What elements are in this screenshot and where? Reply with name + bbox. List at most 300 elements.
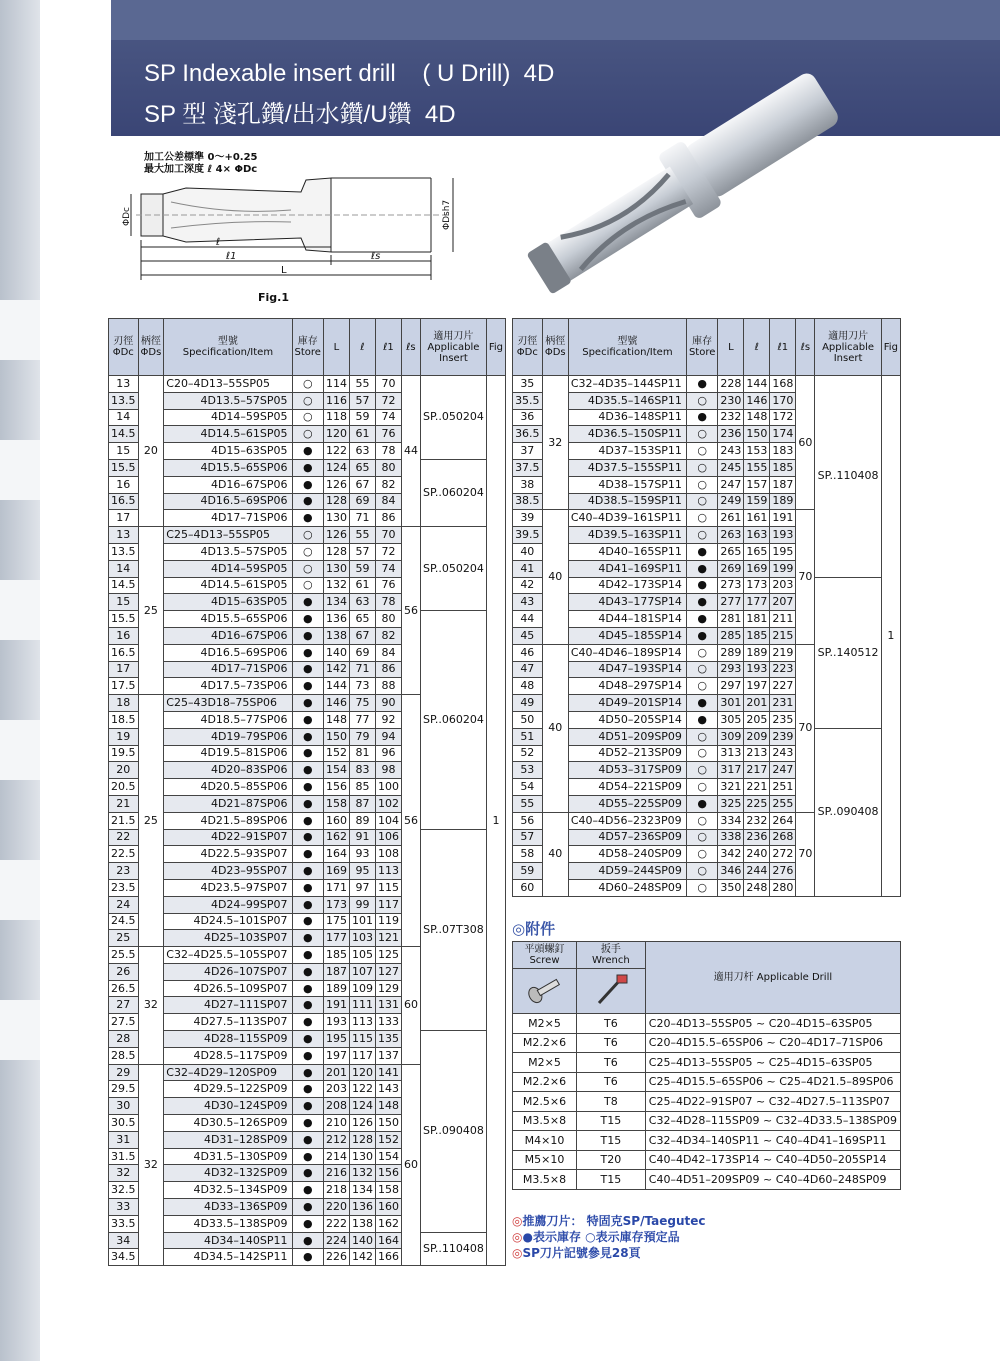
item-spec: 4D18.5–77SP06 — [164, 711, 292, 728]
stock-mark: ● — [686, 695, 717, 712]
cutting-diameter: 30 — [109, 1098, 139, 1115]
banner-top-band — [111, 0, 1000, 40]
shank-diameter: 25 — [138, 527, 164, 695]
length-L: 338 — [718, 829, 744, 846]
cutting-diameter: 59 — [513, 863, 543, 880]
length-L: 230 — [718, 392, 744, 409]
length-L: 142 — [323, 661, 349, 678]
accessory-row — [513, 1111, 901, 1131]
cutting-diameter: 49 — [513, 695, 543, 712]
length-l1: 115 — [375, 879, 401, 896]
length-l1: 96 — [375, 745, 401, 762]
cutting-diameter: 39 — [513, 510, 543, 527]
cutting-diameter: 15.5 — [109, 459, 139, 476]
stock-mark: ○ — [686, 846, 717, 863]
item-spec: 4D34.5–142SP11 — [164, 1249, 292, 1266]
cutting-diameter: 45 — [513, 627, 543, 644]
item-spec: 4D38.5–159SP11 — [568, 493, 686, 510]
length-l: 69 — [349, 493, 375, 510]
cutting-diameter: 50 — [513, 711, 543, 728]
stock-mark: ● — [292, 1014, 323, 1031]
shank-diameter: 40 — [542, 644, 568, 812]
cutting-diameter: 17 — [109, 510, 139, 527]
stock-mark: ○ — [686, 392, 717, 409]
col-head-ds: 柄徑 ΦDs — [138, 319, 164, 376]
length-l1: 125 — [375, 947, 401, 964]
col-head-dc: 刃徑 ΦDc — [109, 319, 139, 376]
item-spec: 4D42–173SP14 — [568, 577, 686, 594]
stock-mark: ● — [292, 997, 323, 1014]
drill-dimension-diagram — [122, 170, 471, 290]
stock-mark: ● — [292, 1131, 323, 1148]
item-spec: 4D47–193SP14 — [568, 661, 686, 678]
stock-mark: ● — [686, 627, 717, 644]
stock-mark: ● — [292, 896, 323, 913]
cutting-diameter: 31.5 — [109, 1148, 139, 1165]
cutting-diameter: 36.5 — [513, 426, 543, 443]
item-spec: 4D16–67SP06 — [164, 476, 292, 493]
length-L: 171 — [323, 879, 349, 896]
length-L: 212 — [323, 1131, 349, 1148]
figure-caption: Fig.1 — [258, 291, 289, 304]
length-L: 162 — [323, 829, 349, 846]
item-spec: 4D37.5–155SP11 — [568, 459, 686, 476]
acc-head-wrench: 扳手 Wrench — [576, 942, 645, 969]
cutting-diameter: 23 — [109, 863, 139, 880]
item-spec: 4D43–177SP14 — [568, 594, 686, 611]
length-L: 277 — [718, 594, 744, 611]
item-spec: 4D33–136SP09 — [164, 1199, 292, 1216]
length-L: 342 — [718, 846, 744, 863]
stock-mark: ● — [686, 376, 717, 393]
item-spec: 4D15–63SP05 — [164, 594, 292, 611]
item-spec: C40–4D46–189SP14 — [568, 644, 686, 661]
stock-mark: ● — [292, 913, 323, 930]
length-l: 205 — [744, 711, 770, 728]
length-L: 203 — [323, 1081, 349, 1098]
cutting-diameter: 24 — [109, 896, 139, 913]
stock-mark: ● — [292, 779, 323, 796]
length-L: 124 — [323, 459, 349, 476]
accessory-row — [513, 1150, 901, 1170]
stock-mark: ● — [292, 476, 323, 493]
length-l1: 203 — [770, 577, 796, 594]
length-L: 128 — [323, 543, 349, 560]
length-l: 61 — [349, 426, 375, 443]
screw-picture-cell — [513, 969, 577, 1014]
length-L: 150 — [323, 728, 349, 745]
length-l1: 223 — [770, 661, 796, 678]
length-l1: 193 — [770, 527, 796, 544]
length-l1: 150 — [375, 1115, 401, 1132]
cutting-diameter: 25.5 — [109, 947, 139, 964]
col-head-fig: Fig — [881, 319, 900, 376]
length-L: 134 — [323, 594, 349, 611]
item-spec: 4D48–297SP14 — [568, 678, 686, 695]
item-spec: 4D44–181SP14 — [568, 611, 686, 628]
cutting-diameter: 55 — [513, 795, 543, 812]
cutting-diameter: 29.5 — [109, 1081, 139, 1098]
length-L: 309 — [718, 728, 744, 745]
length-l1: 74 — [375, 409, 401, 426]
cutting-diameter: 60 — [513, 879, 543, 896]
length-l1: 199 — [770, 560, 796, 577]
figure-ref: 1 — [881, 376, 900, 897]
stock-mark: ○ — [686, 678, 717, 695]
length-l: 201 — [744, 695, 770, 712]
stock-mark: ● — [292, 812, 323, 829]
length-l1: 143 — [375, 1081, 401, 1098]
item-spec: 4D15.5–65SP06 — [164, 611, 292, 628]
cutting-diameter: 21 — [109, 795, 139, 812]
applicable-drill-range: C25–4D13–55SP05 ~ C25–4D15–63SP05 — [645, 1053, 900, 1073]
stock-mark: ● — [686, 611, 717, 628]
notes-block — [512, 1213, 705, 1261]
length-l: 93 — [349, 846, 375, 863]
shank-diameter: 20 — [138, 376, 164, 527]
cutting-diameter: 53 — [513, 762, 543, 779]
note-line — [512, 1229, 705, 1245]
wrench-size: T15 — [576, 1131, 645, 1151]
wrench-icon — [591, 973, 631, 1007]
length-L: 334 — [718, 812, 744, 829]
length-l1: 98 — [375, 762, 401, 779]
length-l: 173 — [744, 577, 770, 594]
length-L: 146 — [323, 695, 349, 712]
length-l1: 80 — [375, 459, 401, 476]
item-spec: 4D19–79SP06 — [164, 728, 292, 745]
stock-mark: ○ — [292, 527, 323, 544]
table-row — [513, 577, 901, 594]
length-l: 103 — [349, 930, 375, 947]
accessory-row — [513, 1014, 901, 1034]
stock-mark: ● — [292, 846, 323, 863]
item-spec: 4D27–111SP07 — [164, 997, 292, 1014]
applicable-insert: SP..050204 — [420, 376, 486, 460]
length-l1: 162 — [375, 1215, 401, 1232]
length-L: 126 — [323, 527, 349, 544]
length-L: 191 — [323, 997, 349, 1014]
length-l1: 211 — [770, 611, 796, 628]
length-ls: 60 — [401, 947, 420, 1065]
length-L: 247 — [718, 476, 744, 493]
cutting-diameter: 25 — [109, 930, 139, 947]
table-row — [109, 527, 506, 544]
item-spec: 4D22–91SP07 — [164, 829, 292, 846]
length-l: 79 — [349, 728, 375, 745]
cutting-diameter: 48 — [513, 678, 543, 695]
length-l: 150 — [744, 426, 770, 443]
side-band-block — [0, 440, 40, 500]
length-L: 177 — [323, 930, 349, 947]
length-l: 75 — [349, 695, 375, 712]
length-l1: 174 — [770, 426, 796, 443]
length-l1: 227 — [770, 678, 796, 695]
length-l1: 158 — [375, 1182, 401, 1199]
col-head-store: 庫存 Store — [686, 319, 717, 376]
cutting-diameter: 46 — [513, 644, 543, 661]
length-l: 59 — [349, 560, 375, 577]
cutting-diameter: 52 — [513, 745, 543, 762]
length-l1: 276 — [770, 863, 796, 880]
cutting-diameter: 16 — [109, 476, 139, 493]
item-spec: 4D30–124SP09 — [164, 1098, 292, 1115]
length-l1: 94 — [375, 728, 401, 745]
length-l: 77 — [349, 711, 375, 728]
length-l1: 72 — [375, 543, 401, 560]
length-L: 122 — [323, 443, 349, 460]
length-L: 285 — [718, 627, 744, 644]
item-spec: 4D20–83SP06 — [164, 762, 292, 779]
length-l1: 154 — [375, 1148, 401, 1165]
length-l: 155 — [744, 459, 770, 476]
length-l1: 102 — [375, 795, 401, 812]
length-l: 244 — [744, 863, 770, 880]
length-l1: 243 — [770, 745, 796, 762]
stock-mark: ○ — [686, 644, 717, 661]
cutting-diameter: 41 — [513, 560, 543, 577]
stock-mark: ○ — [292, 577, 323, 594]
item-spec: C40–4D56–2323P09 — [568, 812, 686, 829]
item-spec: 4D50–205SP14 — [568, 711, 686, 728]
item-spec: 4D24–99SP07 — [164, 896, 292, 913]
length-l1: 172 — [770, 409, 796, 426]
applicable-insert: SP..090408 — [420, 1031, 486, 1233]
l1-label: ℓ1 — [226, 251, 237, 262]
table-row — [513, 376, 901, 393]
stock-mark: ○ — [292, 426, 323, 443]
length-ls: 60 — [796, 376, 815, 510]
length-l: 177 — [744, 594, 770, 611]
length-l: 213 — [744, 745, 770, 762]
screw-size: M2×5 — [513, 1014, 577, 1034]
side-band-block — [0, 860, 40, 920]
cutting-diameter: 58 — [513, 846, 543, 863]
cutting-diameter: 27.5 — [109, 1014, 139, 1031]
item-spec: 4D41–169SP11 — [568, 560, 686, 577]
length-l: 153 — [744, 443, 770, 460]
item-spec: 4D52–213SP09 — [568, 745, 686, 762]
item-spec: C32–4D29–120SP09 — [164, 1064, 292, 1081]
stock-mark: ● — [292, 594, 323, 611]
length-L: 208 — [323, 1098, 349, 1115]
length-l: 161 — [744, 510, 770, 527]
length-l1: 215 — [770, 627, 796, 644]
item-spec: 4D36–148SP11 — [568, 409, 686, 426]
length-l: 221 — [744, 779, 770, 796]
item-spec: 4D23–95SP07 — [164, 863, 292, 880]
cutting-diameter: 32.5 — [109, 1182, 139, 1199]
length-l1: 117 — [375, 896, 401, 913]
col-head-dc: 刃徑 ΦDc — [513, 319, 543, 376]
length-L: 193 — [323, 1014, 349, 1031]
acc-head-drill: 適用刀杆 Applicable Drill — [645, 942, 900, 1014]
length-l1: 74 — [375, 560, 401, 577]
cutting-diameter: 24.5 — [109, 913, 139, 930]
length-l1: 160 — [375, 1199, 401, 1216]
length-l: 126 — [349, 1115, 375, 1132]
item-spec: C32–4D25.5–105SP07 — [164, 947, 292, 964]
stock-mark: ○ — [686, 493, 717, 510]
item-spec: 4D29.5–122SP09 — [164, 1081, 292, 1098]
length-l: 117 — [349, 1047, 375, 1064]
length-l1: 231 — [770, 695, 796, 712]
stock-mark: ● — [686, 560, 717, 577]
length-l1: 195 — [770, 543, 796, 560]
length-l1: 148 — [375, 1098, 401, 1115]
stock-mark: ● — [686, 543, 717, 560]
length-l: 109 — [349, 980, 375, 997]
note-bullet-icon: ◎ — [512, 1214, 523, 1228]
stock-mark: ○ — [686, 459, 717, 476]
cutting-diameter: 28 — [109, 1031, 139, 1048]
length-l: 189 — [744, 644, 770, 661]
length-l: 67 — [349, 627, 375, 644]
item-spec: 4D32.5–134SP09 — [164, 1182, 292, 1199]
length-l: 240 — [744, 846, 770, 863]
item-spec: 4D49–201SP14 — [568, 695, 686, 712]
length-L: 265 — [718, 543, 744, 560]
item-spec: C20–4D13–55SP05 — [164, 376, 292, 393]
length-L: 156 — [323, 779, 349, 796]
col-head-insert: 適用刀片 Applicable Insert — [815, 319, 881, 376]
length-l: 132 — [349, 1165, 375, 1182]
stock-mark: ● — [292, 879, 323, 896]
length-l: 144 — [744, 376, 770, 393]
stock-mark: ● — [292, 829, 323, 846]
stock-mark: ● — [292, 795, 323, 812]
length-L: 201 — [323, 1064, 349, 1081]
item-spec: 4D38–157SP11 — [568, 476, 686, 493]
applicable-insert: SP..07T308 — [420, 829, 486, 1031]
table-row — [109, 376, 506, 393]
col-head-fig: Fig — [486, 319, 505, 376]
col-head-ls: ℓs — [796, 319, 815, 376]
length-l1: 86 — [375, 661, 401, 678]
cutting-diameter: 22 — [109, 829, 139, 846]
stock-mark: ○ — [686, 443, 717, 460]
length-L: 160 — [323, 812, 349, 829]
length-l: 61 — [349, 577, 375, 594]
cutting-diameter: 26.5 — [109, 980, 139, 997]
cutting-diameter: 20 — [109, 762, 139, 779]
side-band-block — [0, 580, 40, 640]
item-spec: 4D34–140SP11 — [164, 1232, 292, 1249]
length-L: 305 — [718, 711, 744, 728]
length-l: 157 — [744, 476, 770, 493]
table-row — [109, 611, 506, 628]
length-l1: 119 — [375, 913, 401, 930]
length-L: 128 — [323, 493, 349, 510]
length-l: 111 — [349, 997, 375, 1014]
col-head-l: ℓ — [744, 319, 770, 376]
cutting-diameter: 37 — [513, 443, 543, 460]
length-l1: 84 — [375, 644, 401, 661]
length-l: 57 — [349, 392, 375, 409]
applicable-drill-range: C40–4D42–173SP14 ~ C40–4D50–205SP14 — [645, 1150, 900, 1170]
figure-ref: 1 — [486, 376, 505, 1266]
length-l1: 272 — [770, 846, 796, 863]
length-l: 89 — [349, 812, 375, 829]
cutting-diameter: 27 — [109, 997, 139, 1014]
length-l1: 72 — [375, 392, 401, 409]
length-L: 321 — [718, 779, 744, 796]
note-text: SP刀片記號參見28頁 — [522, 1246, 641, 1260]
stock-mark: ● — [292, 510, 323, 527]
length-l: 236 — [744, 829, 770, 846]
note-line — [512, 1213, 705, 1229]
stock-mark: ○ — [686, 426, 717, 443]
note-text: ●表示庫存 ○表示庫存預定品 — [522, 1230, 680, 1244]
length-l: 107 — [349, 963, 375, 980]
item-spec: 4D14.5–61SP05 — [164, 577, 292, 594]
cutting-diameter: 35.5 — [513, 392, 543, 409]
stock-mark: ● — [292, 711, 323, 728]
item-spec: 4D39.5–163SP11 — [568, 527, 686, 544]
cutting-diameter: 23.5 — [109, 879, 139, 896]
item-spec: 4D54–221SP09 — [568, 779, 686, 796]
item-spec: 4D17.5–73SP06 — [164, 678, 292, 695]
length-l1: 187 — [770, 476, 796, 493]
table-row — [109, 1031, 506, 1048]
length-l1: 235 — [770, 711, 796, 728]
length-L: 220 — [323, 1199, 349, 1216]
item-spec: 4D26.5–109SP07 — [164, 980, 292, 997]
length-l: 225 — [744, 795, 770, 812]
cutting-diameter: 21.5 — [109, 812, 139, 829]
accessory-row — [513, 1033, 901, 1053]
length-l1: 70 — [375, 376, 401, 393]
length-L: 116 — [323, 392, 349, 409]
item-spec: 4D32–132SP09 — [164, 1165, 292, 1182]
shank-diameter: 25 — [138, 695, 164, 947]
table-row — [109, 1232, 506, 1249]
page-title-zh: SP 型 淺孔鑽/出水鑽/U鑽 4D — [144, 101, 456, 128]
applicable-drill-range: C20–4D13–55SP05 ~ C20–4D15–63SP05 — [645, 1014, 900, 1034]
length-l: 122 — [349, 1081, 375, 1098]
length-l: 91 — [349, 829, 375, 846]
length-l1: 189 — [770, 493, 796, 510]
item-spec: C25–4D13–55SP05 — [164, 527, 292, 544]
length-l: 83 — [349, 762, 375, 779]
length-l1: 247 — [770, 762, 796, 779]
length-L: 210 — [323, 1115, 349, 1132]
stock-mark: ● — [686, 577, 717, 594]
length-l: 130 — [349, 1148, 375, 1165]
length-L: 130 — [323, 510, 349, 527]
cutting-diameter: 16 — [109, 627, 139, 644]
wrench-size: T6 — [576, 1014, 645, 1034]
cutting-diameter: 22.5 — [109, 846, 139, 863]
length-ls: 56 — [401, 527, 420, 695]
item-spec: 4D20.5–85SP06 — [164, 779, 292, 796]
accessory-row — [513, 1170, 901, 1190]
length-L: 152 — [323, 745, 349, 762]
length-l: 146 — [744, 392, 770, 409]
stock-mark: ○ — [686, 510, 717, 527]
length-l1: 106 — [375, 829, 401, 846]
accessories-title: ◎附件 — [512, 920, 556, 938]
length-L: 222 — [323, 1215, 349, 1232]
length-L: 224 — [323, 1232, 349, 1249]
accessory-row — [513, 1131, 901, 1151]
cutting-diameter: 16.5 — [109, 644, 139, 661]
item-spec: 4D15.5–65SP06 — [164, 459, 292, 476]
length-L: 293 — [718, 661, 744, 678]
table-row — [513, 728, 901, 745]
length-l1: 141 — [375, 1064, 401, 1081]
note-line — [512, 1245, 705, 1261]
